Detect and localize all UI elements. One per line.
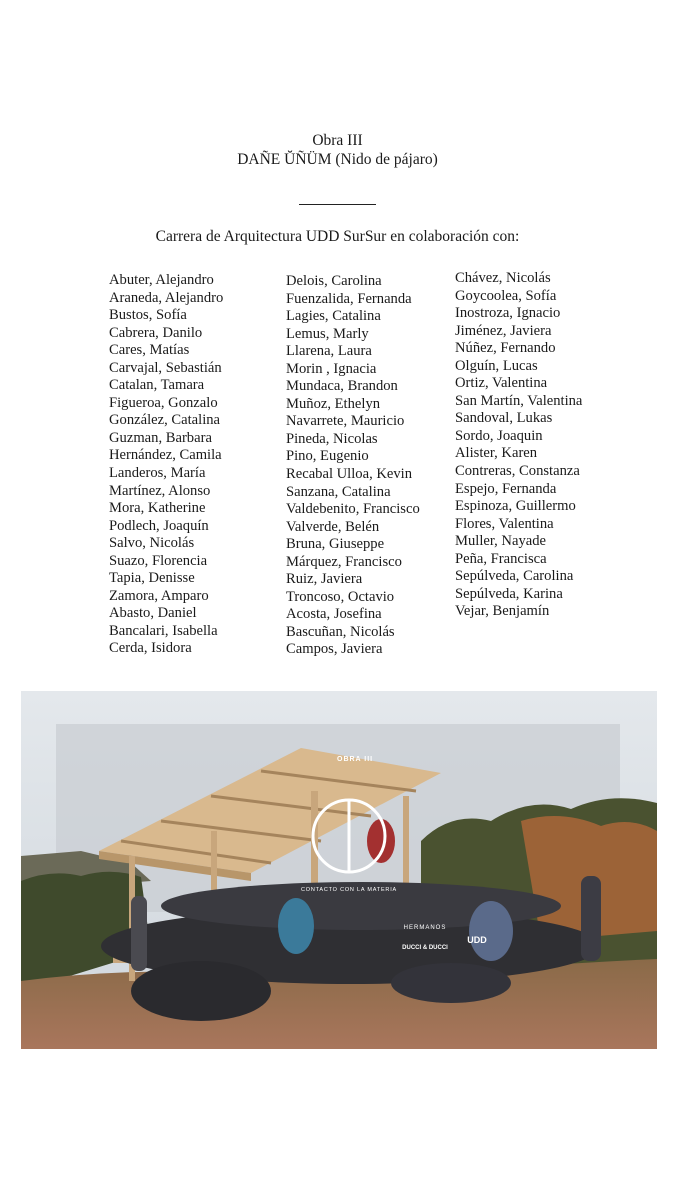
name-entry: Muller, Nayade bbox=[455, 533, 546, 550]
name-entry: Morin , Ignacia bbox=[286, 360, 377, 377]
name-entry: Acosta, Josefina bbox=[286, 606, 382, 623]
name-entry: Bustos, Sofía bbox=[109, 307, 187, 324]
name-entry: Podlech, Joaquín bbox=[109, 517, 209, 534]
name-entry: Vejar, Benjamín bbox=[455, 603, 550, 620]
name-entry: Espinoza, Guillermo bbox=[455, 498, 576, 515]
name-entry: Flores, Valentina bbox=[455, 515, 554, 532]
name-entry: Contreras, Constanza bbox=[455, 463, 580, 480]
name-entry: Navarrete, Mauricio bbox=[286, 413, 405, 430]
name-entry: Inostroza, Ignacio bbox=[455, 305, 561, 322]
photo-sponsor-3: UDD bbox=[467, 935, 487, 945]
name-entry: González, Catalina bbox=[109, 412, 221, 429]
name-entry: Martínez, Alonso bbox=[109, 482, 211, 499]
header bbox=[0, 131, 675, 169]
name-entry: Salvo, Nicolás bbox=[109, 535, 195, 552]
name-entry: Abuter, Alejandro bbox=[109, 272, 214, 288]
name-entry: Cares, Matías bbox=[109, 342, 190, 359]
name-entry: Carvajal, Sebastián bbox=[109, 359, 222, 376]
name-entry: San Martín, Valentina bbox=[455, 392, 583, 409]
name-entry: Recabal Ulloa, Kevin bbox=[286, 466, 413, 483]
name-entry: Lemus, Marly bbox=[286, 325, 369, 342]
name-entry: Valdebenito, Francisco bbox=[286, 501, 420, 518]
divider bbox=[299, 204, 376, 205]
photo-logo-caption: CONTACTO CON LA MATERIA bbox=[300, 887, 398, 893]
name-entry: Delois, Carolina bbox=[286, 273, 382, 289]
name-entry: Sepúlveda, Carolina bbox=[455, 568, 574, 585]
name-entry: Lagies, Catalina bbox=[286, 308, 381, 325]
name-entry: Tapia, Denisse bbox=[109, 570, 195, 587]
name-entry: Chávez, Nicolás bbox=[455, 270, 551, 286]
name-entry: Troncoso, Octavio bbox=[286, 588, 395, 605]
name-entry: Llarena, Laura bbox=[286, 343, 372, 360]
photo-overlay-title: OBRA III bbox=[337, 756, 374, 763]
name-entry: Sepúlveda, Karina bbox=[455, 585, 563, 602]
name-entry: Ruiz, Javiera bbox=[286, 571, 363, 588]
name-entry: Mora, Katherine bbox=[109, 500, 206, 517]
name-entry: Jiménez, Javiera bbox=[455, 322, 552, 339]
name-entry: Sanzana, Catalina bbox=[286, 483, 391, 500]
name-entry: Mundaca, Brandon bbox=[286, 378, 398, 395]
name-entry: Olguín, Lucas bbox=[455, 357, 538, 374]
name-entry: Campos, Javiera bbox=[286, 641, 383, 658]
intro-text: Carrera de Arquitectura UDD SurSur en colaboración con: bbox=[155, 228, 520, 245]
name-entry: Márquez, Francisco bbox=[286, 553, 402, 570]
name-entry: Fuenzalida, Fernanda bbox=[286, 290, 412, 307]
name-entry: Landeros, María bbox=[109, 465, 206, 482]
name-entry: Figueroa, Gonzalo bbox=[109, 394, 218, 411]
name-entry: Bancalari, Isabella bbox=[109, 622, 218, 639]
names-column-2 bbox=[286, 273, 420, 659]
name-entry: Pino, Eugenio bbox=[286, 448, 369, 465]
work-title: Obra III bbox=[312, 132, 363, 149]
group-photo bbox=[21, 691, 657, 1049]
name-entry: Bruna, Giuseppe bbox=[286, 536, 385, 553]
name-entry: Goycoolea, Sofía bbox=[455, 287, 557, 304]
name-entry: Araneda, Alejandro bbox=[109, 289, 224, 306]
name-entry: Abasto, Daniel bbox=[109, 605, 197, 622]
name-entry: Núñez, Fernando bbox=[455, 340, 556, 357]
name-entry: Hernández, Camila bbox=[109, 447, 222, 464]
name-entry: Muñoz, Ethelyn bbox=[286, 395, 381, 412]
name-entry: Bascuñan, Nicolás bbox=[286, 623, 395, 640]
name-entry: Alister, Karen bbox=[455, 445, 538, 462]
name-entry: Guzman, Barbara bbox=[109, 429, 212, 446]
name-entry: Pineda, Nicolas bbox=[286, 430, 378, 447]
name-entry: Peña, Francisca bbox=[455, 550, 547, 567]
name-entry: Zamora, Amparo bbox=[109, 587, 209, 604]
name-entry: Cerda, Isidora bbox=[109, 640, 192, 657]
photo-sponsor-1: HERMANOS bbox=[403, 925, 447, 931]
name-entry: Valverde, Belén bbox=[286, 518, 380, 535]
photo-sponsor-2: DUCCI & DUCCI bbox=[402, 945, 448, 951]
name-entry: Cabrera, Danilo bbox=[109, 324, 203, 341]
name-entry: Sordo, Joaquin bbox=[455, 427, 543, 444]
name-entry: Espejo, Fernanda bbox=[455, 480, 557, 497]
names-column-3 bbox=[455, 270, 582, 621]
name-entry: Catalan, Tamara bbox=[109, 377, 205, 394]
work-name: DAÑE ŬÑÜM (Nido de pájaro) bbox=[237, 151, 438, 168]
names-column-1 bbox=[109, 272, 223, 658]
name-entry: Sandoval, Lukas bbox=[455, 410, 553, 427]
name-entry: Suazo, Florencia bbox=[109, 552, 208, 569]
name-entry: Ortiz, Valentina bbox=[455, 375, 548, 392]
